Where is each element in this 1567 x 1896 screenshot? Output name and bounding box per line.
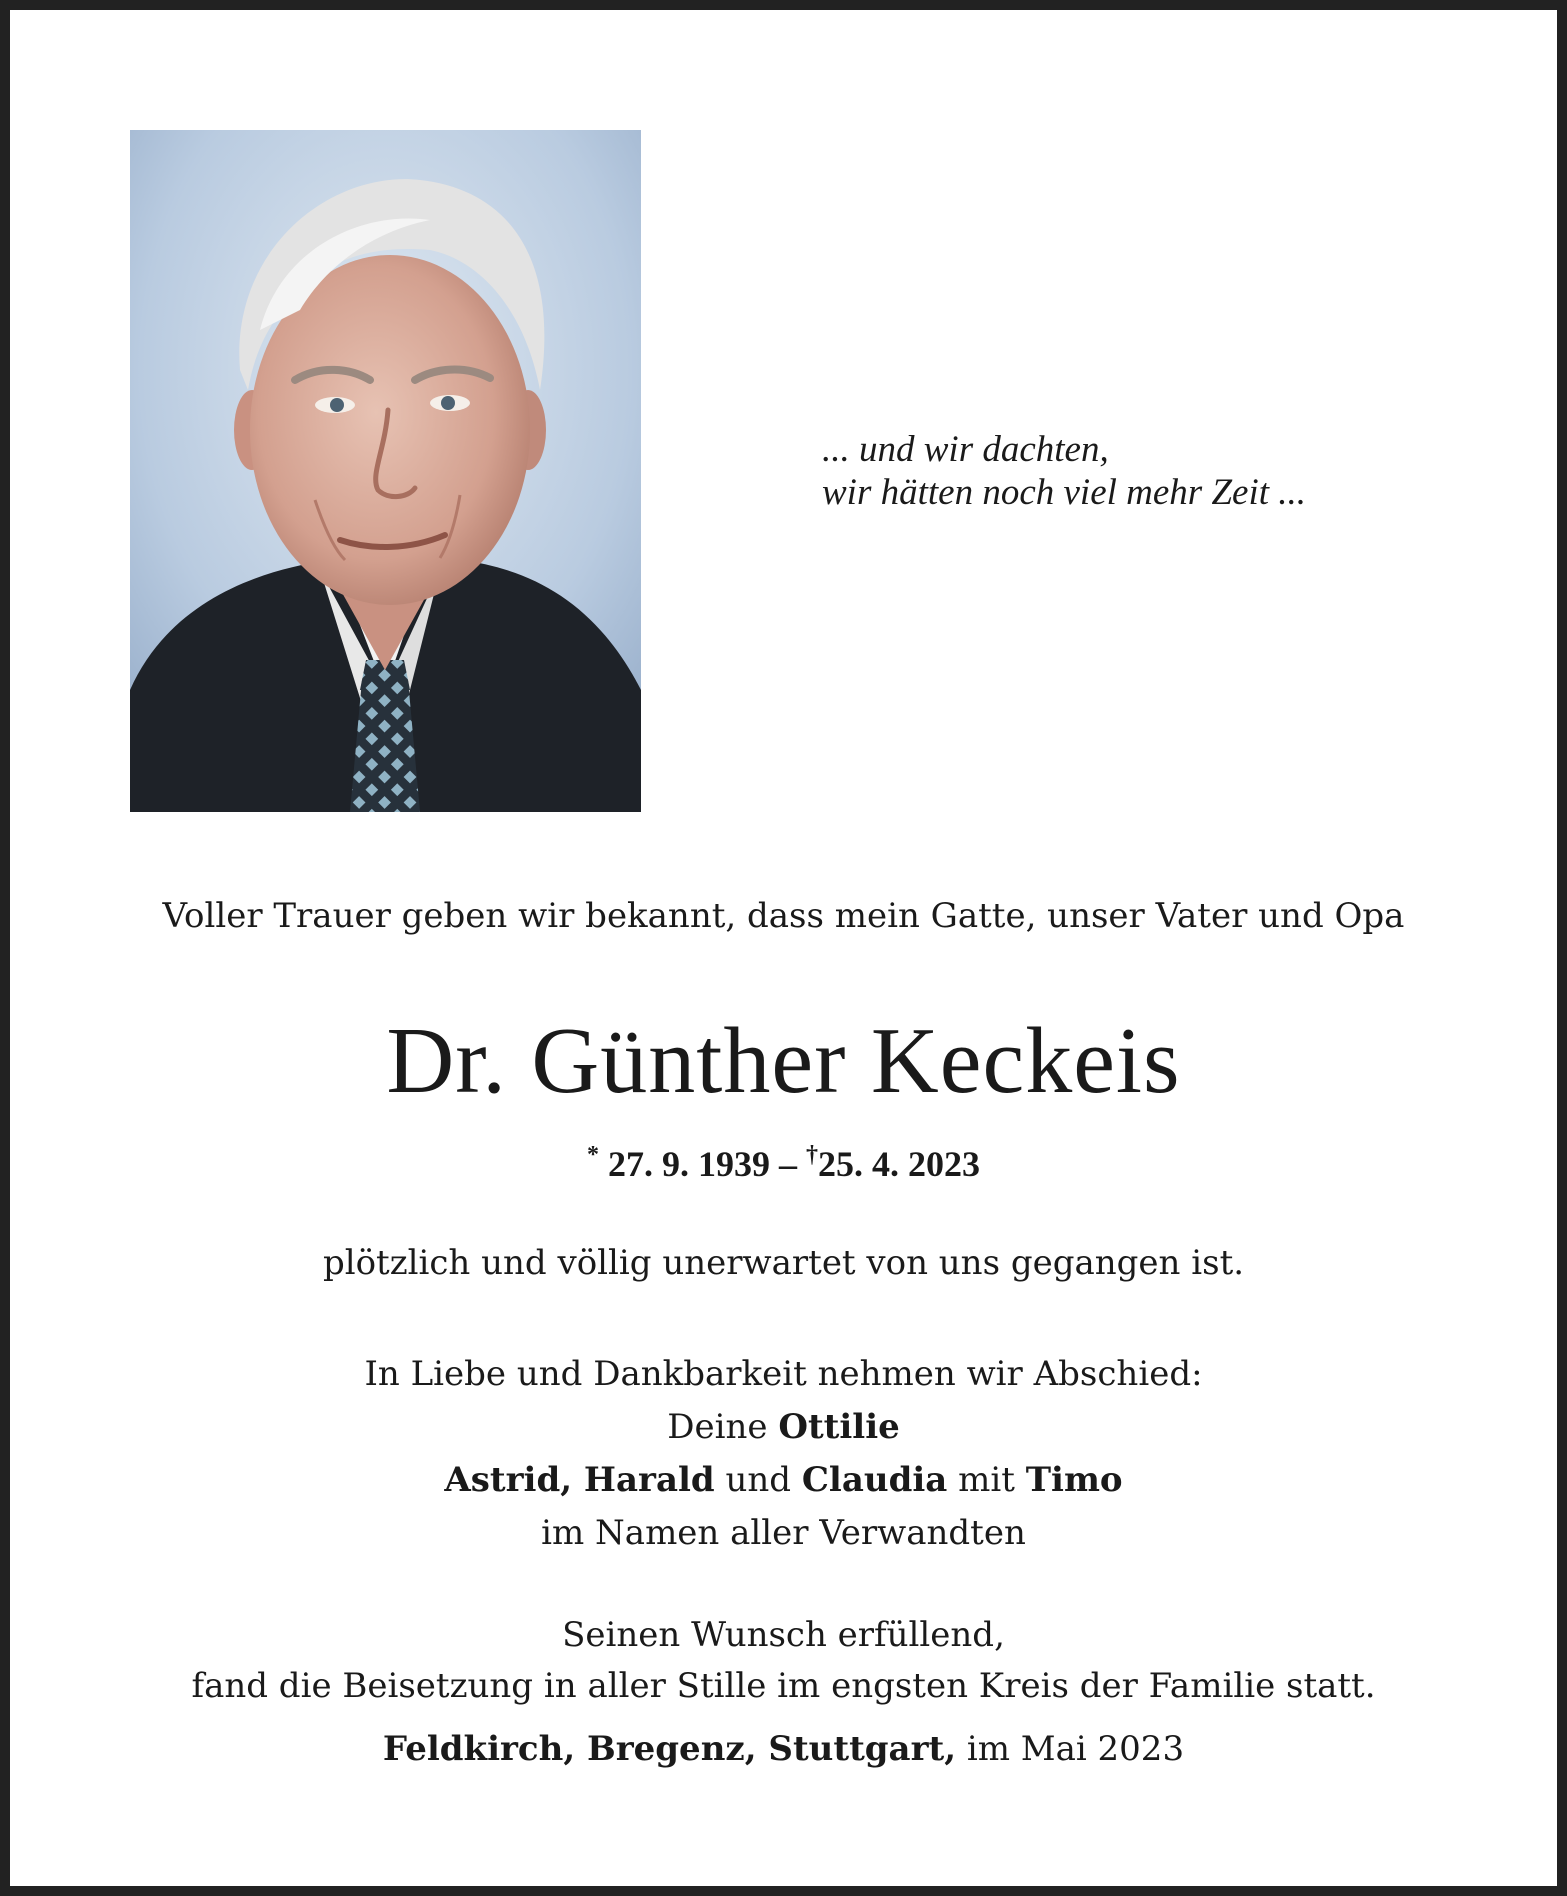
und-word: und [725,1460,792,1500]
burial-line-1: Seinen Wunsch erfüllend, [562,1615,1005,1655]
spouse-name: Ottilie [778,1407,900,1447]
relatives-line: im Namen aller Verwandten [541,1513,1026,1553]
children-names: Astrid, Harald [444,1460,715,1500]
burial-block [20,1610,1547,1712]
burial-line-2: fand die Beisetzung in aller Stille im engsten Kreis der Familie statt. [191,1666,1376,1706]
date-separator: – [779,1144,797,1184]
claudia-name: Claudia [801,1460,948,1500]
intro-text: Voller Trauer geben wir bekannt, dass mein Gatte, unser Vater und Opa [162,896,1405,936]
birth-symbol: * [587,1142,599,1168]
death-date: 25. 4. 2023 [818,1144,980,1184]
farewell-line: In Liebe und Dankbarkeit nehmen wir Abschied: [364,1354,1203,1394]
quote [822,428,1306,514]
farewell-block [20,1348,1547,1560]
place-date-line [20,1726,1547,1772]
spouse-line [20,1401,1547,1454]
death-symbol: † [806,1142,818,1168]
quote-line-1: ... und wir dachten, [822,429,1109,470]
month-date: im Mai 2023 [966,1729,1185,1769]
passed-text: plötzlich und völlig unerwartet von uns gegangen ist. [322,1243,1245,1283]
children-line [20,1454,1547,1507]
grandchild-name: Timo [1025,1460,1123,1500]
birth-date: 27. 9. 1939 [608,1144,770,1184]
life-dates [20,1140,1547,1188]
quote-line-2: wir hätten noch viel mehr Zeit ... [822,472,1307,513]
cities: Feldkirch, Bregenz, Stuttgart, [382,1729,957,1769]
deceased-name: Dr. Günther Keckeis [386,1009,1181,1113]
portrait-photo [130,130,641,812]
deine-word: Deine [667,1407,768,1447]
mit-word: mit [958,1460,1015,1500]
